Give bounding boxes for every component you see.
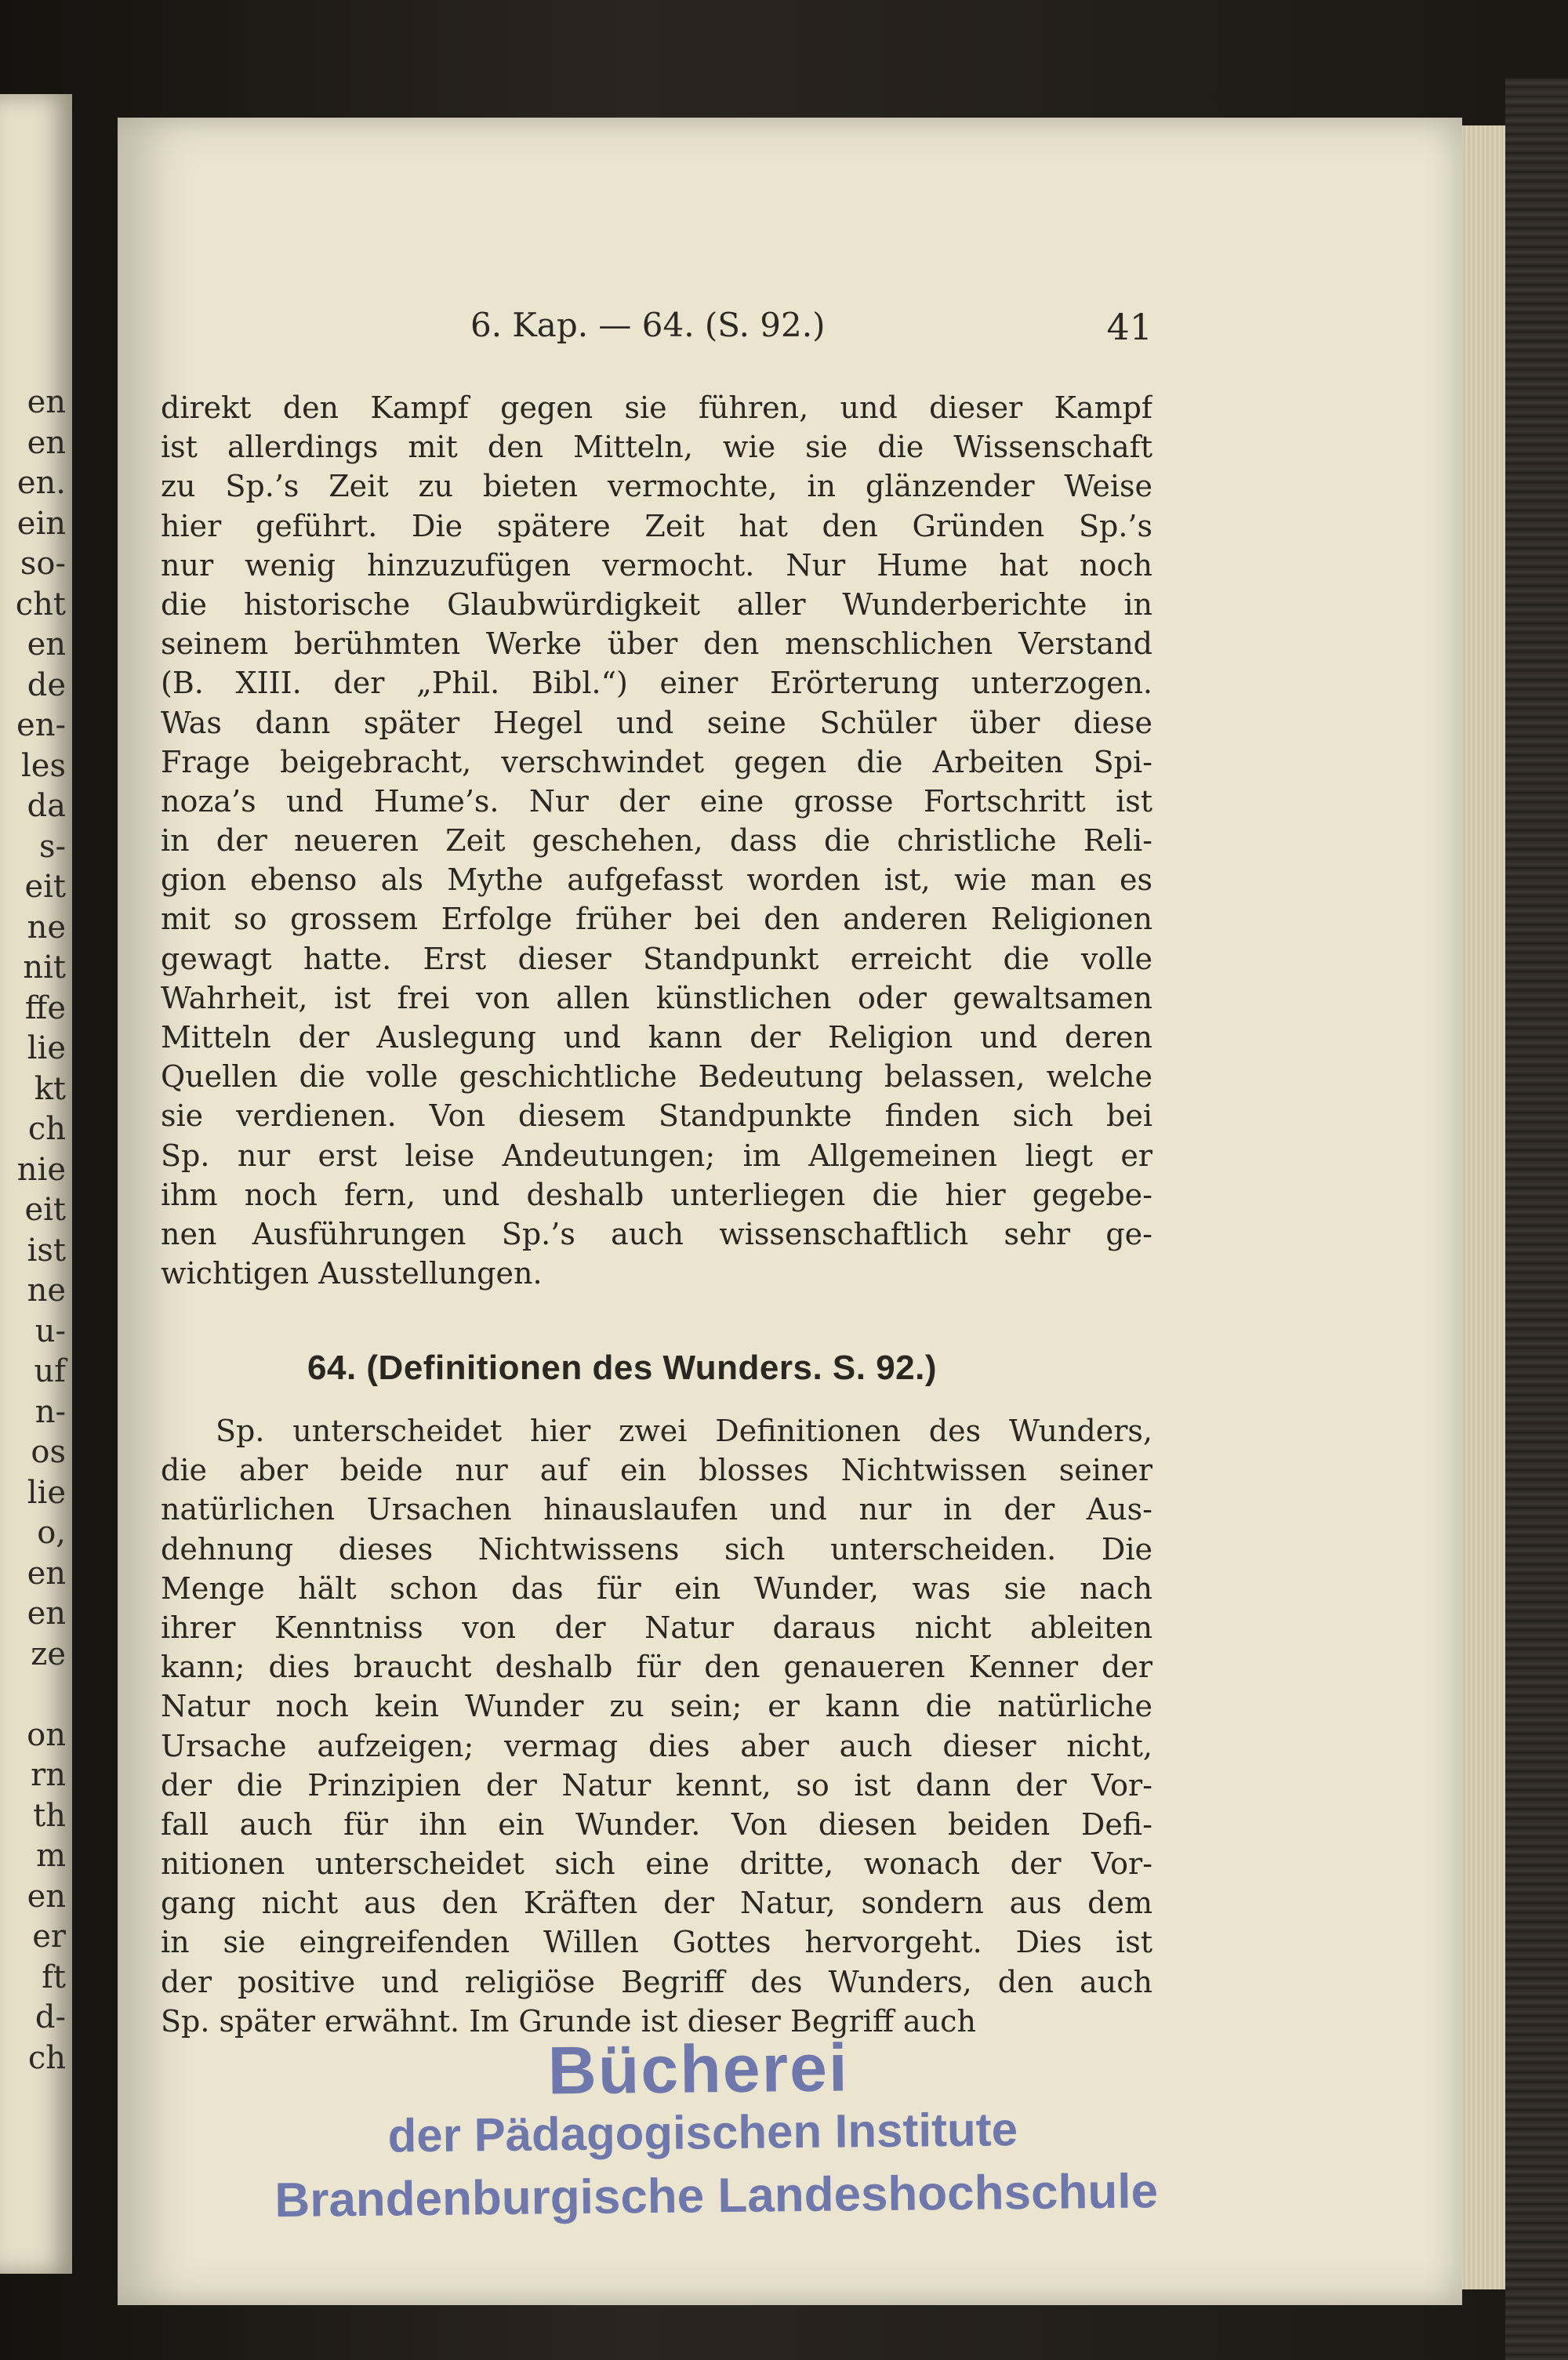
margin-fragment: en- [16, 707, 66, 743]
text-line: ihrer Kenntniss von der Natur daraus nicht ableiten [161, 1610, 1152, 1645]
margin-fragment: kt [34, 1070, 66, 1107]
text-line: seinem berühmten Werke über den menschlichen Verstand [161, 626, 1152, 662]
text-line: direkt den Kampf gegen sie führen, und dieser Kampf [161, 390, 1152, 425]
margin-fragment: en [27, 1555, 66, 1592]
margin-fragment: th [33, 1797, 66, 1834]
margin-fragment: rn [31, 1757, 66, 1793]
margin-fragment: s- [38, 828, 66, 865]
margin-fragment: les [21, 747, 66, 784]
margin-fragment: ch [27, 1111, 66, 1147]
text-line: in sie eingreifenden Willen Gottes hervorgeht. Dies ist [161, 1925, 1152, 1960]
margin-fragment: ft [42, 1959, 66, 1995]
text-line: nen Ausführungen Sp.’s auch wissenschaftlich sehr ge- [161, 1216, 1152, 1251]
margin-fragment: ne [27, 1273, 66, 1309]
text-line: die historische Glaubwürdigkeit aller Wunderberichte in [161, 586, 1152, 622]
margin-fragment: en [27, 384, 66, 420]
section-heading: 64. (Definitionen des Wunders. S. 92.) [307, 1349, 938, 1387]
text-line: nitionen unterscheidet sich eine dritte, wonach der Vor- [161, 1846, 1152, 1882]
margin-fragment: en. [16, 465, 66, 501]
book-spine-edge [1505, 78, 1568, 2360]
text-line: zu Sp.’s Zeit zu bieten vermochte, in glänzender Weise [161, 469, 1152, 504]
text-line: gang nicht aus den Kräften der Natur, sondern aus dem [161, 1886, 1152, 1921]
text-line: Was dann später Hegel und seine Schüler über diese [161, 705, 1152, 740]
paragraph-2 [161, 1411, 1152, 2041]
page-number: 41 [1106, 306, 1152, 348]
margin-fragment: ch [27, 2039, 66, 2076]
margin-fragment: en [27, 626, 66, 663]
text-line: ihm noch fern, und deshalb unterliegen die hier gegebe- [161, 1177, 1152, 1212]
text-line: Sp. später erwähnt. Im Grunde ist dieser Begriff auch [161, 2003, 976, 2039]
margin-fragment: ze [31, 1636, 66, 1672]
text-line: dehnung dieses Nichtwissens sich unterscheiden. Die [161, 1531, 1152, 1567]
text-line: gion ebenso als Mythe aufgefasst worden ist, wie man es [161, 862, 1152, 898]
margin-fragment: d- [34, 1999, 66, 2035]
text-line: kann; dies braucht deshalb für den genaueren Kenner der [161, 1650, 1152, 1685]
text-line: Quellen die volle geschichtliche Bedeutung belassen, welche [161, 1059, 1152, 1095]
margin-fragment: so- [20, 546, 66, 582]
stamp-line-1: Bücherei [547, 2030, 850, 2109]
text-line: mit so grossem Erfolge früher bei den anderen Religionen [161, 902, 1152, 937]
page-header [470, 306, 1152, 353]
stamp-line-3: Brandenburgische Landeshochschule [274, 2164, 1159, 2228]
margin-fragment: cht [15, 586, 66, 623]
margin-fragment: m [36, 1838, 66, 1874]
margin-fragment: on [27, 1716, 66, 1753]
margin-fragment: u- [34, 1313, 66, 1349]
margin-fragment: n- [34, 1393, 66, 1430]
margin-fragment: en [27, 1878, 66, 1915]
margin-fragment: ein [16, 505, 66, 542]
text-line: ist allerdings mit den Mitteln, wie sie die Wissenschaft [161, 430, 1152, 465]
text-line: Frage beigebracht, verschwindet gegen die Arbeiten Spi- [161, 744, 1152, 779]
margin-fragment: lie [27, 1474, 66, 1511]
margin-fragment: en [27, 1596, 66, 1632]
margin-fragment: os [31, 1434, 66, 1470]
text-line: Wahrheit, ist frei von allen künstlichen oder gewaltsamen [161, 980, 1152, 1015]
margin-fragment: o, [37, 1515, 66, 1551]
text-line: (B. XIII. der „Phil. Bibl.“) einer Erörterung unterzogen. [161, 666, 1152, 701]
text-line: Mitteln der Auslegung und kann der Religion und deren [161, 1020, 1152, 1055]
text-line: in der neueren Zeit geschehen, dass die christliche Reli- [161, 823, 1152, 859]
margin-fragment: nie [16, 1151, 66, 1188]
margin-fragment: uf [34, 1353, 66, 1389]
text-line: natürlichen Ursachen hinauslaufen und nur in der Aus- [161, 1492, 1152, 1527]
margin-fragment: eit [24, 869, 66, 905]
text-line: der die Prinzipien der Natur kennt, so ist dann der Vor- [161, 1767, 1152, 1803]
text-line: fall auch für ihn ein Wunder. Von diesen beiden Defi- [161, 1806, 1152, 1842]
text-line: Natur noch kein Wunder zu sein; er kann die natürliche [161, 1689, 1152, 1724]
text-line: die aber beide nur auf ein blosses Nichtwissen seiner [161, 1453, 1152, 1488]
margin-fragment: eit [24, 1192, 66, 1228]
stamp-line-2: der Pädagogischen Institute [387, 2103, 1018, 2162]
margin-fragment: de [27, 666, 66, 703]
margin-fragment: nit [23, 949, 66, 986]
text-line: noza’s und Hume’s. Nur der eine grosse Fortschritt ist [161, 783, 1152, 819]
paragraph-1 [161, 388, 1152, 1293]
margin-fragment: er [32, 1919, 66, 1955]
text-line: gewagt hatte. Erst dieser Standpunkt erreicht die volle [161, 941, 1152, 976]
text-line: wichtigen Ausstellungen. [161, 1256, 543, 1291]
library-stamp [257, 2026, 1200, 2303]
left-page-margin [0, 94, 72, 2274]
margin-fragment: ist [27, 1232, 66, 1269]
text-line: Ursache aufzeigen; vermag dies aber auch dieser nicht, [161, 1728, 1152, 1763]
text-line: nur wenig hinzuzufügen vermocht. Nur Hume hat noch [161, 547, 1152, 583]
running-head: 6. Kap. — 64. (S. 92.) [470, 306, 826, 344]
text-line: der positive und religiöse Begriff des Wunders, den auch [161, 1964, 1152, 1999]
text-line: Sp. unterscheidet hier zwei Definitionen des Wunders, [216, 1414, 1152, 1448]
margin-fragment: ne [27, 909, 66, 946]
margin-fragment: ffe [24, 989, 66, 1026]
text-line: hier geführt. Die spätere Zeit hat den Gründen Sp.’s [161, 508, 1152, 543]
page-stack-edge [1462, 125, 1505, 2289]
margin-fragment: lie [27, 1030, 66, 1066]
margin-fragment: en [27, 424, 66, 461]
text-line: Menge hält schon das für ein Wunder, was sie nach [161, 1570, 1152, 1606]
text-line: Sp. nur erst leise Andeutungen; im Allgemeinen liegt er [161, 1138, 1152, 1173]
text-line: sie verdienen. Von diesem Standpunkte finden sich bei [161, 1098, 1152, 1134]
margin-fragment: da [27, 788, 66, 824]
